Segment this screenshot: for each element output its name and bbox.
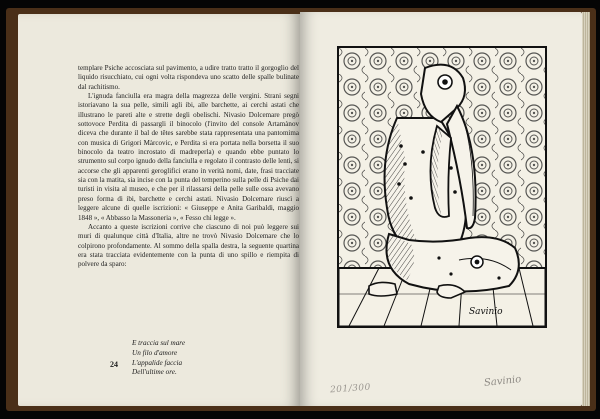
body-text [78,64,299,270]
paragraph-3: Accanto a queste iscrizioni corrive che ciascuno di noi può leggere sui muri di qualunque città d'Italia, altre ne trovò Nivasio Dolcemare che lo colpirono profondamente. Al sommo della spalla destra, la seguente quartina era stata tracciata evidentemente con la punta di uno spillo e riempita di polvere da sparo: [78,222,299,269]
paragraph-1: templare Psiche accosciata sul pavimento, a udire tratto tratto il gorgoglio del liquido risucchiato, cui ogni volta rispondeva uno scatto delle spalle bulinate dal rachitismo. [78,64,299,91]
illustration-signature: Savinio [469,307,503,317]
pencil-signature: Savinio [483,374,522,389]
edition-number: 201/300 [329,382,372,396]
page-number: 24 [110,360,118,369]
page-edges [582,12,590,406]
paragraph-2: L'ignuda fanciulla era magra della magrezza delle vergini. Strani segni istoriavano la sua pelle, simili agli ibi, alle barchette, ai cerchi astati che illustrano le pareti alte e strette degli obelischi. Nivasio Dolcemare pregò sottovoce Perdita di passargli il binocolo (l'invito del console Artamànov diceva che durante il bal de têtes sarebbe stata rappresentata una pantomima con musica di Grigori Màrcovic, e Perdita si era portata nella borsetta il suo binocolo da teatro incrostato di madreperla) e quando ebbe puntato lo strumento sul corpo ignudo della fanciulla e regolato il contrasto delle lenti, si accorse che gli apparenti geroglifici erano in verità nomi, date, frasi tracciate sia con la matita, sia incise con la punta del temperino sulla pelle di Psiche dai turisti in visita al museo, e che per il rilassarsi della pelle sulle ossa avevano preso forma di ibi, barchette e cerchi astati. Nivasio Dolcemare riuscì a leggere alcune di quelle iscrizioni: « Giuseppe e Anita Garibaldi, maggio 1848 », « Abbasso la Massoneria », « Fesso chi legge ». [78,92,299,222]
left-page [18,14,300,406]
poem-line-1: E traccia sul mare [132,339,186,347]
woodcut-illustration [337,46,547,328]
kneeling-figure-illustration [339,48,545,326]
poem-line-2: Un filo d'amore [132,348,178,357]
quatrain [132,339,185,378]
poem-line-3: L'appalide faccia [132,358,183,367]
poem-line-4: Dell'ultime ore. [132,368,177,377]
